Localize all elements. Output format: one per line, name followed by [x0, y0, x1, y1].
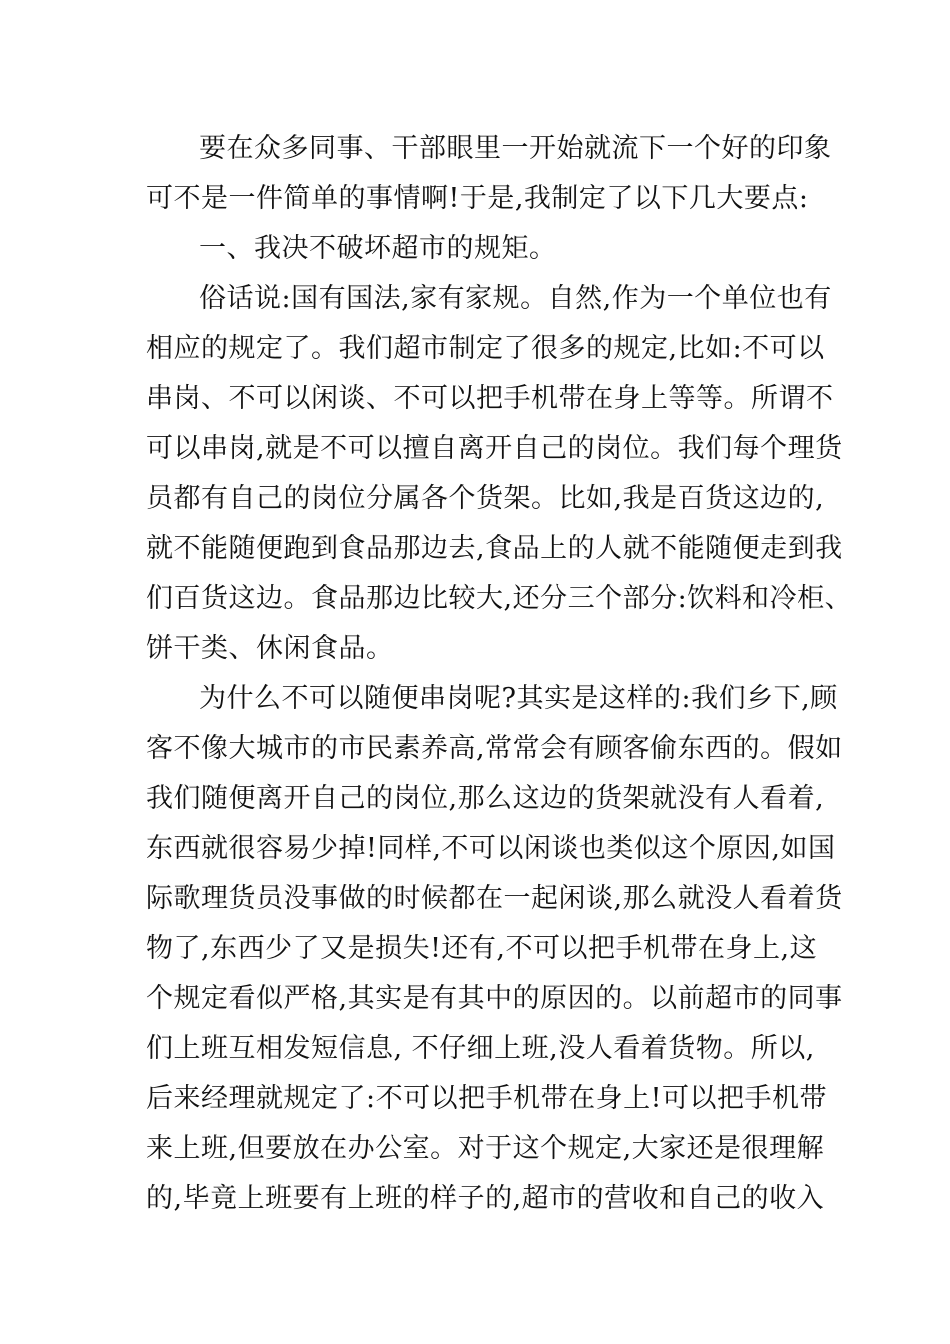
text-line: 就不能随便跑到食品那边去,食品上的人就不能随便走到我 [146, 533, 843, 564]
text-line: 串岗、不可以闲谈、不可以把手机带在身上等等。所谓不 [146, 383, 834, 414]
text-line: 饼干类、休闲食品。 [146, 633, 394, 664]
text-line: 客不像大城市的市民素养高,常常会有顾客偷东西的。假如 [146, 733, 843, 764]
text-line: 个规定看似严格,其实是有其中的原因的。以前超市的同事 [146, 983, 843, 1014]
text-line: 相应的规定了。我们超市制定了很多的规定,比如:不可以 [146, 333, 825, 364]
text-line: 要在众多同事、干部眼里一开始就流下一个好的印象 [199, 133, 832, 164]
text-line: 来上班,但要放在办公室。对于这个规定,大家还是很理解 [146, 1133, 825, 1164]
text-line: 为什么不可以随便串岗呢?其实是这样的:我们乡下,顾 [199, 683, 838, 714]
body-text [146, 124, 853, 1224]
text-line: 际歌理货员没事做的时候都在一起闲谈,那么就没人看着货 [146, 883, 843, 914]
text-line: 后来经理就规定了:不可以把手机带在身上!可以把手机带 [146, 1083, 827, 1114]
text-line: 俗话说:国有国法,家有家规。自然,作为一个单位也有 [199, 283, 832, 314]
section-heading: 一、我决不破坏超市的规矩。 [199, 233, 557, 264]
text-line: 物了,东西少了又是损失!还有,不可以把手机带在身上,这 [146, 933, 818, 964]
text-line: 东西就很容易少掉!同样,不可以闲谈也类似这个原因,如国 [146, 833, 836, 864]
text-line: 们上班互相发短信息, 不仔细上班,没人看着货物。所以, [146, 1033, 815, 1064]
text-line: 们百货这边。食品那边比较大,还分三个部分:饮料和冷柜、 [146, 583, 853, 614]
text-line: 我们随便离开自己的岗位,那么这边的货架就没有人看着, [146, 783, 825, 814]
text-line: 的,毕竟上班要有上班的样子的,超市的营收和自己的收入 [146, 1183, 825, 1214]
text-line: 可以串岗,就是不可以擅自离开自己的岗位。我们每个理货 [146, 433, 843, 464]
text-line: 员都有自己的岗位分属各个货架。比如,我是百货这边的, [146, 483, 825, 514]
text-line: 可不是一件简单的事情啊!于是,我制定了以下几大要点: [146, 183, 809, 214]
